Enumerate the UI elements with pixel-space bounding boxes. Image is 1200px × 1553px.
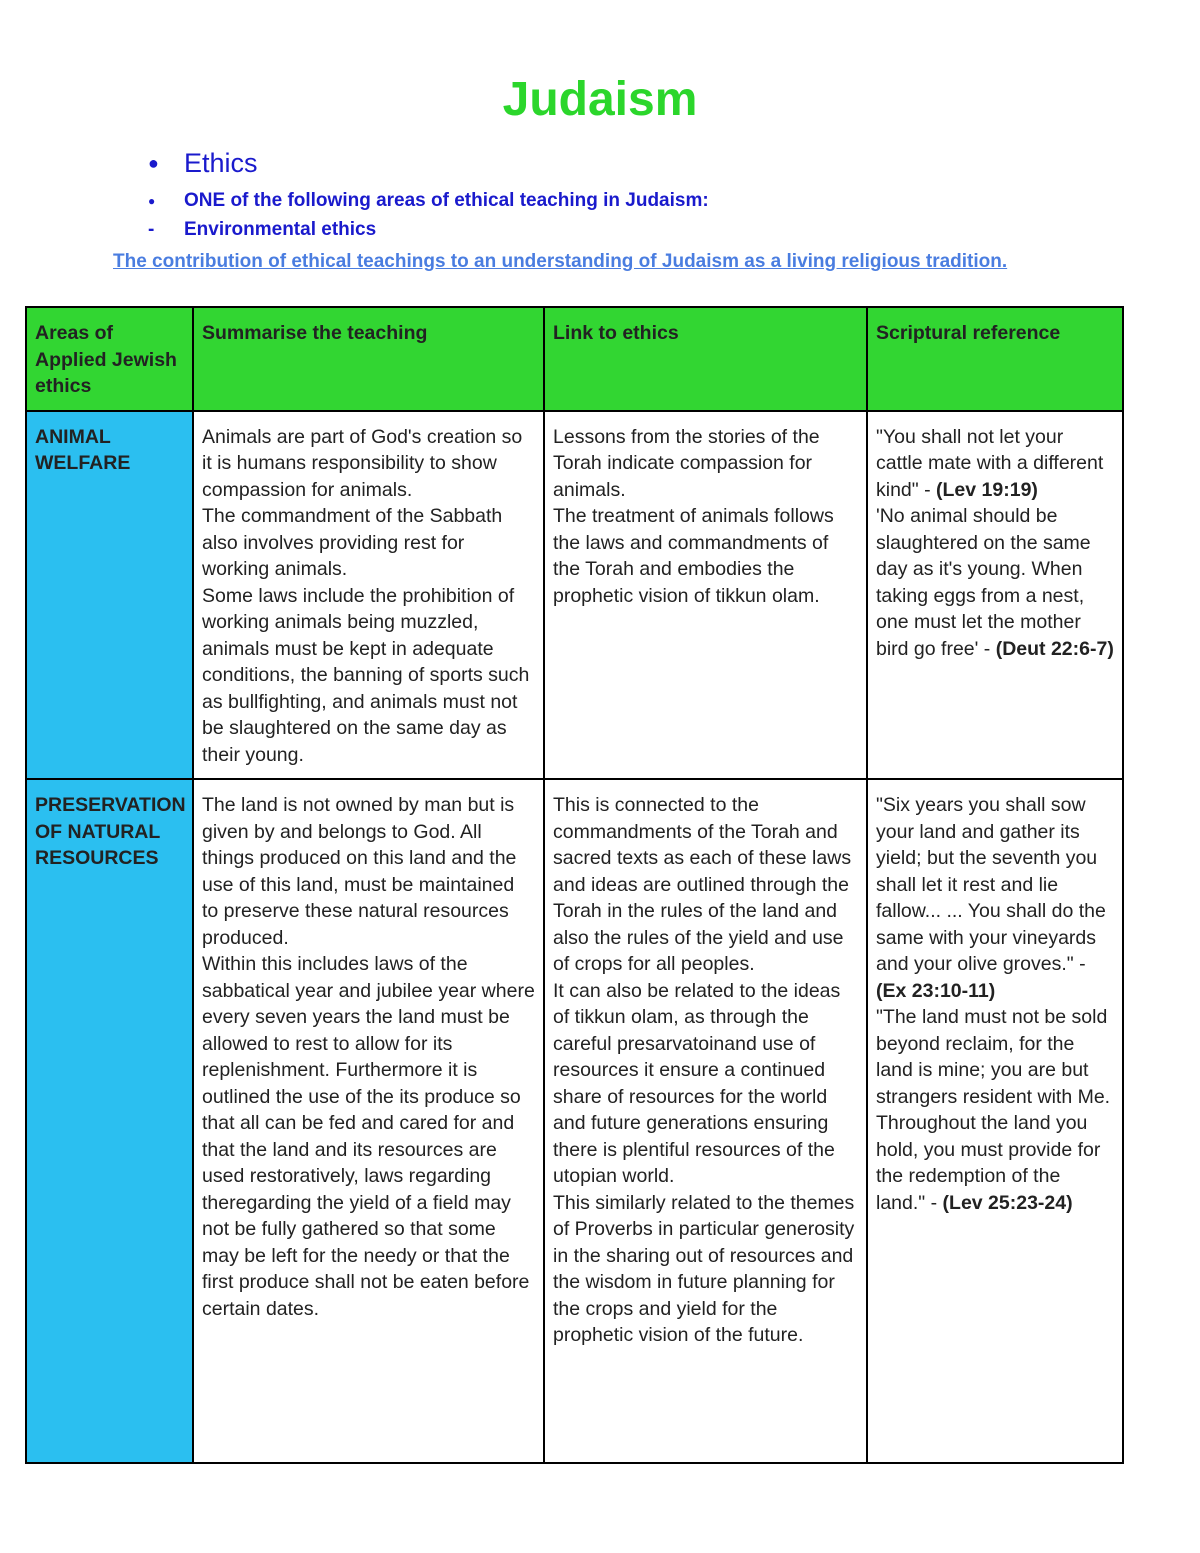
bullet-dash-icon: -: [148, 219, 155, 240]
scripture-text: "You shall not let your cattle mate with a different kind" -: [876, 425, 1104, 501]
header-summary: Summarise the teaching: [193, 307, 544, 411]
scripture-cell: [867, 779, 1123, 1463]
page-title: Judaism: [502, 73, 698, 126]
table-row: [26, 411, 1123, 780]
scripture-text: "Six years you shall sow your land and gather its yield; but the seventh you shall let it rest and lie fallow... ... You shall do the same with your vineyards and your olive groves." -: [876, 794, 1106, 975]
link-paragraph: This similarly related to the themes of Proverbs in particular generosity in the sharing out of resources and the wisdom in future planning for the crops and yield for the prophetic vision of the future.: [553, 1191, 855, 1346]
summary-paragraph: The land is not owned by man but is given by and belongs to God. All things produced on this land and the use of this land, must be maintained to preserve these natural resources produced.: [202, 794, 517, 949]
link-paragraph: Lessons from the stories of the Torah indicate compassion for animals.: [553, 425, 820, 501]
header-scripture: Scriptural reference: [867, 307, 1123, 411]
bullet-dot-icon: ●: [148, 194, 156, 208]
summary-paragraph: Animals are part of God's creation so it is humans responsibility to show compassion for animals.: [202, 425, 523, 501]
link-paragraph: This is connected to the commandments of the Torah and sacred texts as each of these laws and ideas are outlined through the Torah in the rules of the land and also the rules of the yield and use of crops for all peoples.: [553, 794, 852, 975]
bullet-ethical-areas: [148, 190, 709, 212]
bullet-environmental: [148, 219, 376, 241]
summary-paragraph: Some laws include the prohibition of working animals being muzzled, animals must be kept in adequate conditions, the banning of sports such as bullfighting, and animals must not be slaughtered on the same day as their young.: [202, 584, 530, 766]
bullet-environmental-label: Environmental ethics: [184, 219, 377, 240]
summary-paragraph: Within this includes laws of the sabbatical year and jubilee year where every seven years the land must be allowed to rest to allow for its replenishment. Furthermore it is outlined the use of the its produce so that all can be fed and cared for and that the land and its resources are used restoratively, laws regarding theregarding the yield of a field may not be fully gathered so that some may be left for the needy or that the first produce shall not be eaten before certain dates.: [202, 953, 535, 1320]
summary-cell: [193, 779, 544, 1463]
scripture-ref: (Ex 23:10-11): [876, 979, 996, 1002]
scripture-quote: [876, 503, 1114, 662]
scripture-text: 'No animal should be slaughtered on the same day as it's young. When taking eggs from a nest, one must let the mother bird go free' -: [876, 505, 1091, 660]
area-cell: ANIMAL WELFARE: [26, 411, 193, 780]
link-paragraph: It can also be related to the ideas of tikkun olam, as through the careful presarvatoinand use of resources it ensure a continued share of resources for the world and future generations ensuring there is plentiful resources of the utopian world.: [553, 979, 841, 1187]
table-row: [26, 779, 1123, 1463]
bullet-ethical-areas-label: ONE of the following areas of ethical teaching in Judaism:: [184, 190, 709, 211]
scripture-quote: [876, 424, 1114, 504]
bullet-ethics: [148, 148, 258, 179]
bullet-dot-icon: ●: [148, 153, 159, 173]
table-header-row: [26, 307, 1123, 411]
scripture-ref: (Lev 25:23-24): [942, 1191, 1073, 1214]
bullet-ethics-label: Ethics: [184, 148, 258, 178]
link-cell: [544, 411, 867, 780]
scripture-ref: (Lev 19:19): [936, 478, 1038, 501]
link-paragraph: The treatment of animals follows the laws and commandments of the Torah and embodies the prophetic vision of tikkun olam.: [553, 505, 834, 607]
scripture-quote: [876, 1004, 1114, 1216]
contribution-link[interactable]: The contribution of ethical teachings to an understanding of Judaism as a living religious tradition.: [113, 251, 1008, 272]
scripture-cell: [867, 411, 1123, 780]
link-cell: [544, 779, 867, 1463]
header-link: Link to ethics: [544, 307, 867, 411]
scripture-ref: (Deut 22:6-7): [995, 637, 1114, 660]
summary-paragraph: The commandment of the Sabbath also involves providing rest for working animals.: [202, 505, 503, 580]
scripture-quote: [876, 792, 1114, 1004]
scripture-text: "The land must not be sold beyond reclaim, for the land is mine; you are but strangers resident with Me. Throughout the land you hold, you must provide for the redemption of the land." -: [876, 1006, 1111, 1214]
area-cell: PRESERVATION OF NATURAL RESOURCES: [26, 779, 193, 1463]
summary-cell: [193, 411, 544, 780]
header-areas: Areas of Applied Jewish ethics: [26, 307, 193, 411]
ethics-table: [25, 306, 1124, 1464]
